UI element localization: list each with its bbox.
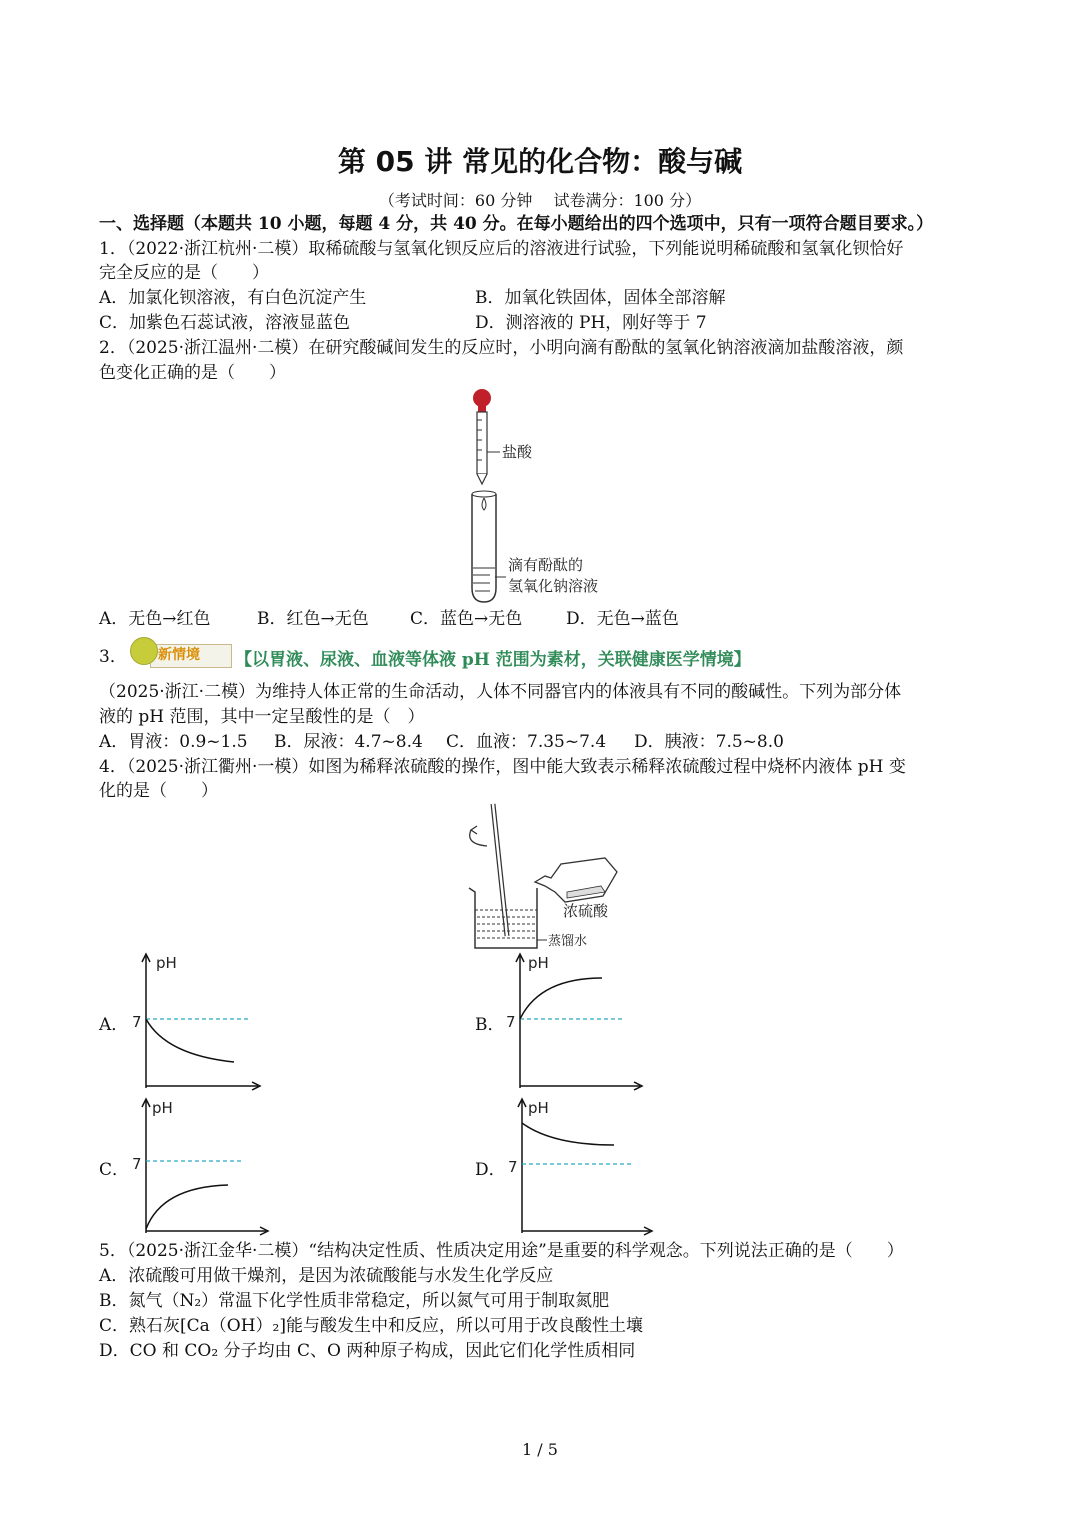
- page-number: 1 / 5: [522, 1440, 558, 1459]
- graph-a-letter[interactable]: A．: [99, 1015, 129, 1035]
- graph-b-axis-label: pH: [528, 954, 549, 972]
- q1-stem-2: 完全反应的是（ ）: [99, 263, 269, 283]
- graph-d-seven: 7: [508, 1158, 518, 1176]
- q2-option-a[interactable]: A．无色→红色: [99, 609, 211, 629]
- graph-c-letter[interactable]: C．: [99, 1160, 130, 1180]
- q1-stem-1: 1．（2022·浙江杭州·二模）取稀硫酸与氢氧化钡反应后的溶液进行试验，下列能说明稀硫酸和氢氧化钡恰好: [99, 239, 904, 259]
- q2-stem-2: 色变化正确的是（ ）: [99, 363, 286, 383]
- q3-option-c[interactable]: C．血液：7.35~7.4: [446, 732, 607, 752]
- ph-graph-a[interactable]: [126, 950, 266, 1092]
- dilution-figure: [455, 800, 655, 952]
- dropper-testtube-figure: [420, 380, 640, 610]
- acid-bottle-icon: [535, 858, 617, 902]
- q1-option-a[interactable]: A．加氯化钡溶液，有白色沉淀产生: [99, 288, 367, 308]
- q4-stem-1: 4．（2025·浙江衢州·一模）如图为稀释浓硫酸的操作，图中能大致表示稀释浓硫酸过程中烧杯内液体 pH 变: [99, 757, 906, 777]
- exam-info: （考试时间：60 分钟 试卷满分：100 分）: [378, 191, 702, 210]
- graph-a-curve: [146, 1019, 234, 1062]
- q1-option-c[interactable]: C．加紫色石蕊试液，溶液显蓝色: [99, 313, 351, 333]
- dropper-icon: [473, 389, 500, 484]
- new-context-badge: [128, 636, 232, 666]
- label-concentrated-acid: 浓硫酸: [563, 902, 609, 920]
- label-hydrochloric-acid: 盐酸: [502, 443, 533, 461]
- graph-c-curve: [146, 1185, 228, 1229]
- q5-option-c[interactable]: C．熟石灰[Ca（OH）₂]能与酸发生中和反应，所以可用于改良酸性土壤: [99, 1316, 643, 1336]
- q4-stem-2: 化的是（ ）: [99, 781, 218, 801]
- q3-option-b[interactable]: B．尿液：4.7~8.4: [274, 732, 423, 752]
- label-solution-line1: 滴有酚酞的: [508, 556, 584, 574]
- graph-d-curve: [522, 1123, 614, 1145]
- graph-a-axis-label: pH: [156, 954, 177, 972]
- beaker-icon: [469, 888, 547, 948]
- badge-label: 新情境: [158, 647, 200, 663]
- label-distilled-water: 蒸馏水: [548, 934, 588, 949]
- graph-b-curve: [520, 978, 602, 1019]
- q3-number: 3．: [99, 647, 127, 667]
- q1-option-d[interactable]: D．测溶液的 PH，刚好等于 7: [475, 313, 707, 333]
- q5-option-d[interactable]: D．CO 和 CO₂ 分子均由 C、O 两种原子构成，因此它们化学性质相同: [99, 1341, 636, 1361]
- label-solution-line2: 氢氧化钠溶液: [508, 577, 599, 595]
- q2-option-d[interactable]: D．无色→蓝色: [566, 609, 679, 629]
- graph-c-axis-label: pH: [152, 1099, 173, 1117]
- q3-stem-2: 液的 pH 范围，其中一定呈酸性的是（ ）: [99, 707, 425, 727]
- graph-d-letter[interactable]: D．: [475, 1160, 506, 1180]
- section-heading: 一、选择题（本题共 10 小题，每题 4 分，共 40 分。在每小题给出的四个选项中，只有一项符合题目要求。）: [99, 214, 934, 234]
- ph-graph-d[interactable]: [502, 1095, 662, 1237]
- ph-graph-b[interactable]: [500, 950, 650, 1092]
- graph-b-seven: 7: [506, 1013, 516, 1031]
- leaf-icon: [130, 637, 158, 665]
- q3-option-a[interactable]: A．胃液：0.9~1.5: [99, 732, 248, 752]
- q5-option-b[interactable]: B．氮气（N₂）常温下化学性质非常稳定，所以氮气可用于制取氮肥: [99, 1291, 610, 1311]
- ph-graph-c[interactable]: [126, 1095, 276, 1237]
- graph-c-seven: 7: [132, 1155, 142, 1173]
- q5-option-a[interactable]: A．浓硫酸可用做干燥剂，是因为浓硫酸能与水发生化学反应: [99, 1266, 554, 1286]
- page-title: 第 05 讲 常见的化合物：酸与碱: [337, 145, 743, 178]
- q5-stem: 5．（2025·浙江金华·二模）“结构决定性质、性质决定用途”是重要的科学观念。下列说法正确的是（ ）: [99, 1241, 904, 1261]
- graph-b-letter[interactable]: B．: [475, 1015, 505, 1035]
- q1-option-b[interactable]: B．加氧化铁固体，固体全部溶解: [475, 288, 726, 308]
- q2-option-c[interactable]: C．蓝色→无色: [410, 609, 523, 629]
- q2-option-b[interactable]: B．红色→无色: [257, 609, 369, 629]
- test-tube-icon: [472, 491, 506, 602]
- q3-context: 【以胃液、尿液、血液等体液 pH 范围为素材，关联健康医学情境】: [235, 650, 751, 670]
- q3-option-d[interactable]: D．胰液：7.5~8.0: [634, 732, 784, 752]
- q3-stem-1: （2025·浙江·二模）为维持人体正常的生命活动，人体不同器官内的体液具有不同的酸碱性。下列为部分体: [99, 682, 902, 702]
- graph-a-seven: 7: [132, 1013, 142, 1031]
- q2-stem-1: 2．（2025·浙江温州·二模）在研究酸碱间发生的反应时，小明向滴有酚酞的氢氧化钠溶液滴加盐酸溶液，颜: [99, 338, 904, 358]
- graph-d-axis-label: pH: [528, 1099, 549, 1117]
